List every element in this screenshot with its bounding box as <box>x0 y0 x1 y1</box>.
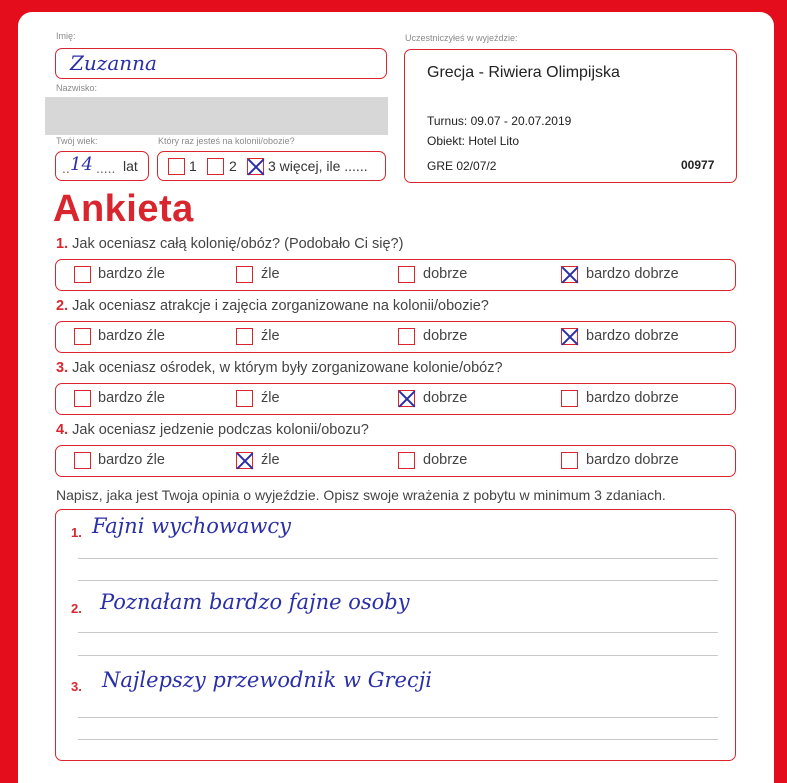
ktory-raz-checkbox-2[interactable] <box>207 158 224 175</box>
question-4-answers <box>55 445 736 477</box>
q4-option-bardzo-dobrze: bardzo dobrze <box>586 452 679 468</box>
question-3-answers <box>55 383 736 415</box>
wiek-suffix: lat <box>123 158 138 174</box>
wiek-dots-left: .. <box>62 160 70 176</box>
imie-field[interactable] <box>55 48 387 79</box>
question-2-number: 2. <box>56 298 69 314</box>
ktory-raz-checkbox-3[interactable] <box>247 158 264 175</box>
q1-option-zle: źle <box>261 266 280 282</box>
trip-label: Uczestniczyłeś w wyjeździe: <box>405 33 518 43</box>
trip-turnus: Turnus: 09.07 - 20.07.2019 <box>427 114 572 128</box>
ktory-raz-label: Który raz jesteś na kolonii/obozie? <box>158 136 295 146</box>
ktory-raz-option-1: 1 <box>189 158 197 174</box>
question-3 <box>56 360 503 376</box>
q4-checkbox-zle[interactable] <box>236 452 253 469</box>
question-1-text: Jak oceniasz całą kolonię/obóz? (Podobało Ci się?) <box>72 236 404 252</box>
page-title: Ankieta <box>53 188 194 230</box>
wiek-dots-right: ..... <box>96 160 116 176</box>
q2-checkbox-bardzo-zle[interactable] <box>74 328 91 345</box>
question-3-number: 3. <box>56 360 69 376</box>
opinion-entry-2-number: 2. <box>71 601 82 616</box>
opinion-rule <box>78 558 718 559</box>
q3-option-bardzo-dobrze: bardzo dobrze <box>586 390 679 406</box>
question-1-number: 1. <box>56 236 69 252</box>
opinion-box[interactable] <box>55 509 736 761</box>
q4-option-dobrze: dobrze <box>423 452 468 468</box>
q1-option-dobrze: dobrze <box>423 266 468 282</box>
q1-checkbox-bardzo-zle[interactable] <box>74 266 91 283</box>
wiek-label: Twój wiek: <box>56 136 98 146</box>
q1-option-bardzo-dobrze: bardzo dobrze <box>586 266 679 282</box>
question-3-text: Jak oceniasz ośrodek, w którym były zorganizowane kolonie/obóz? <box>72 360 503 376</box>
q2-checkbox-dobrze[interactable] <box>398 328 415 345</box>
opinion-prompt: Napisz, jaka jest Twoja opinia o wyjeździe. Opisz swoje wrażenia z pobytu w minimum 3 zdaniach. <box>56 487 666 503</box>
imie-value: Zuzanna <box>70 51 157 75</box>
q2-checkbox-bardzo-dobrze[interactable] <box>561 328 578 345</box>
question-4-text: Jak oceniasz jedzenie podczas kolonii/obozu? <box>72 422 369 438</box>
q1-checkbox-zle[interactable] <box>236 266 253 283</box>
ktory-raz-checkbox-1[interactable] <box>168 158 185 175</box>
trip-obiekt: Obiekt: Hotel Lito <box>427 134 520 148</box>
q4-option-bardzo-zle: bardzo źle <box>98 452 165 468</box>
ktory-raz-option-3: 3 więcej, ile ...... <box>268 158 368 174</box>
trip-box <box>404 49 737 183</box>
opinion-entry-2-text: Poznałam bardzo fajne osoby <box>100 590 410 614</box>
question-1 <box>56 236 403 252</box>
opinion-rule <box>78 655 718 656</box>
opinion-rule <box>78 739 718 740</box>
question-1-answers <box>55 259 736 291</box>
nazwisko-redacted <box>45 97 388 135</box>
opinion-rule <box>78 717 718 718</box>
q1-checkbox-dobrze[interactable] <box>398 266 415 283</box>
opinion-entry-3-text: Najlepszy przewodnik w Grecji <box>102 668 432 692</box>
q2-option-dobrze: dobrze <box>423 328 468 344</box>
q4-checkbox-bardzo-dobrze[interactable] <box>561 452 578 469</box>
q3-checkbox-bardzo-dobrze[interactable] <box>561 390 578 407</box>
q4-option-zle: źle <box>261 452 280 468</box>
q2-option-bardzo-dobrze: bardzo dobrze <box>586 328 679 344</box>
q3-checkbox-bardzo-zle[interactable] <box>74 390 91 407</box>
question-4 <box>56 422 369 438</box>
opinion-entry-1-number: 1. <box>71 525 82 540</box>
q4-checkbox-bardzo-zle[interactable] <box>74 452 91 469</box>
q1-option-bardzo-zle: bardzo źle <box>98 266 165 282</box>
q2-option-bardzo-zle: bardzo źle <box>98 328 165 344</box>
opinion-entry-1-text: Fajni wychowawcy <box>92 514 291 538</box>
wiek-value: 14 <box>70 154 93 175</box>
ktory-raz-option-2: 2 <box>229 158 237 174</box>
wiek-field[interactable] <box>55 151 149 181</box>
q3-option-zle: źle <box>261 390 280 406</box>
question-2-text: Jak oceniasz atrakcje i zajęcia zorganizowane na kolonii/obozie? <box>72 298 489 314</box>
imie-label: Imię: <box>56 31 76 41</box>
trip-number: 00977 <box>681 158 715 172</box>
question-2 <box>56 298 489 314</box>
q3-option-bardzo-zle: bardzo źle <box>98 390 165 406</box>
q3-checkbox-zle[interactable] <box>236 390 253 407</box>
q2-option-zle: źle <box>261 328 280 344</box>
opinion-entry-3-number: 3. <box>71 679 82 694</box>
q2-checkbox-zle[interactable] <box>236 328 253 345</box>
trip-code: GRE 02/07/2 <box>427 159 497 173</box>
question-4-number: 4. <box>56 422 69 438</box>
trip-title: Grecja - Riwiera Olimpijska <box>427 64 620 81</box>
opinion-rule <box>78 580 718 581</box>
ktory-raz-field <box>157 151 386 181</box>
q3-checkbox-dobrze[interactable] <box>398 390 415 407</box>
opinion-rule <box>78 632 718 633</box>
nazwisko-label: Nazwisko: <box>56 83 98 93</box>
q3-option-dobrze: dobrze <box>423 390 468 406</box>
q1-checkbox-bardzo-dobrze[interactable] <box>561 266 578 283</box>
question-2-answers <box>55 321 736 353</box>
q4-checkbox-dobrze[interactable] <box>398 452 415 469</box>
